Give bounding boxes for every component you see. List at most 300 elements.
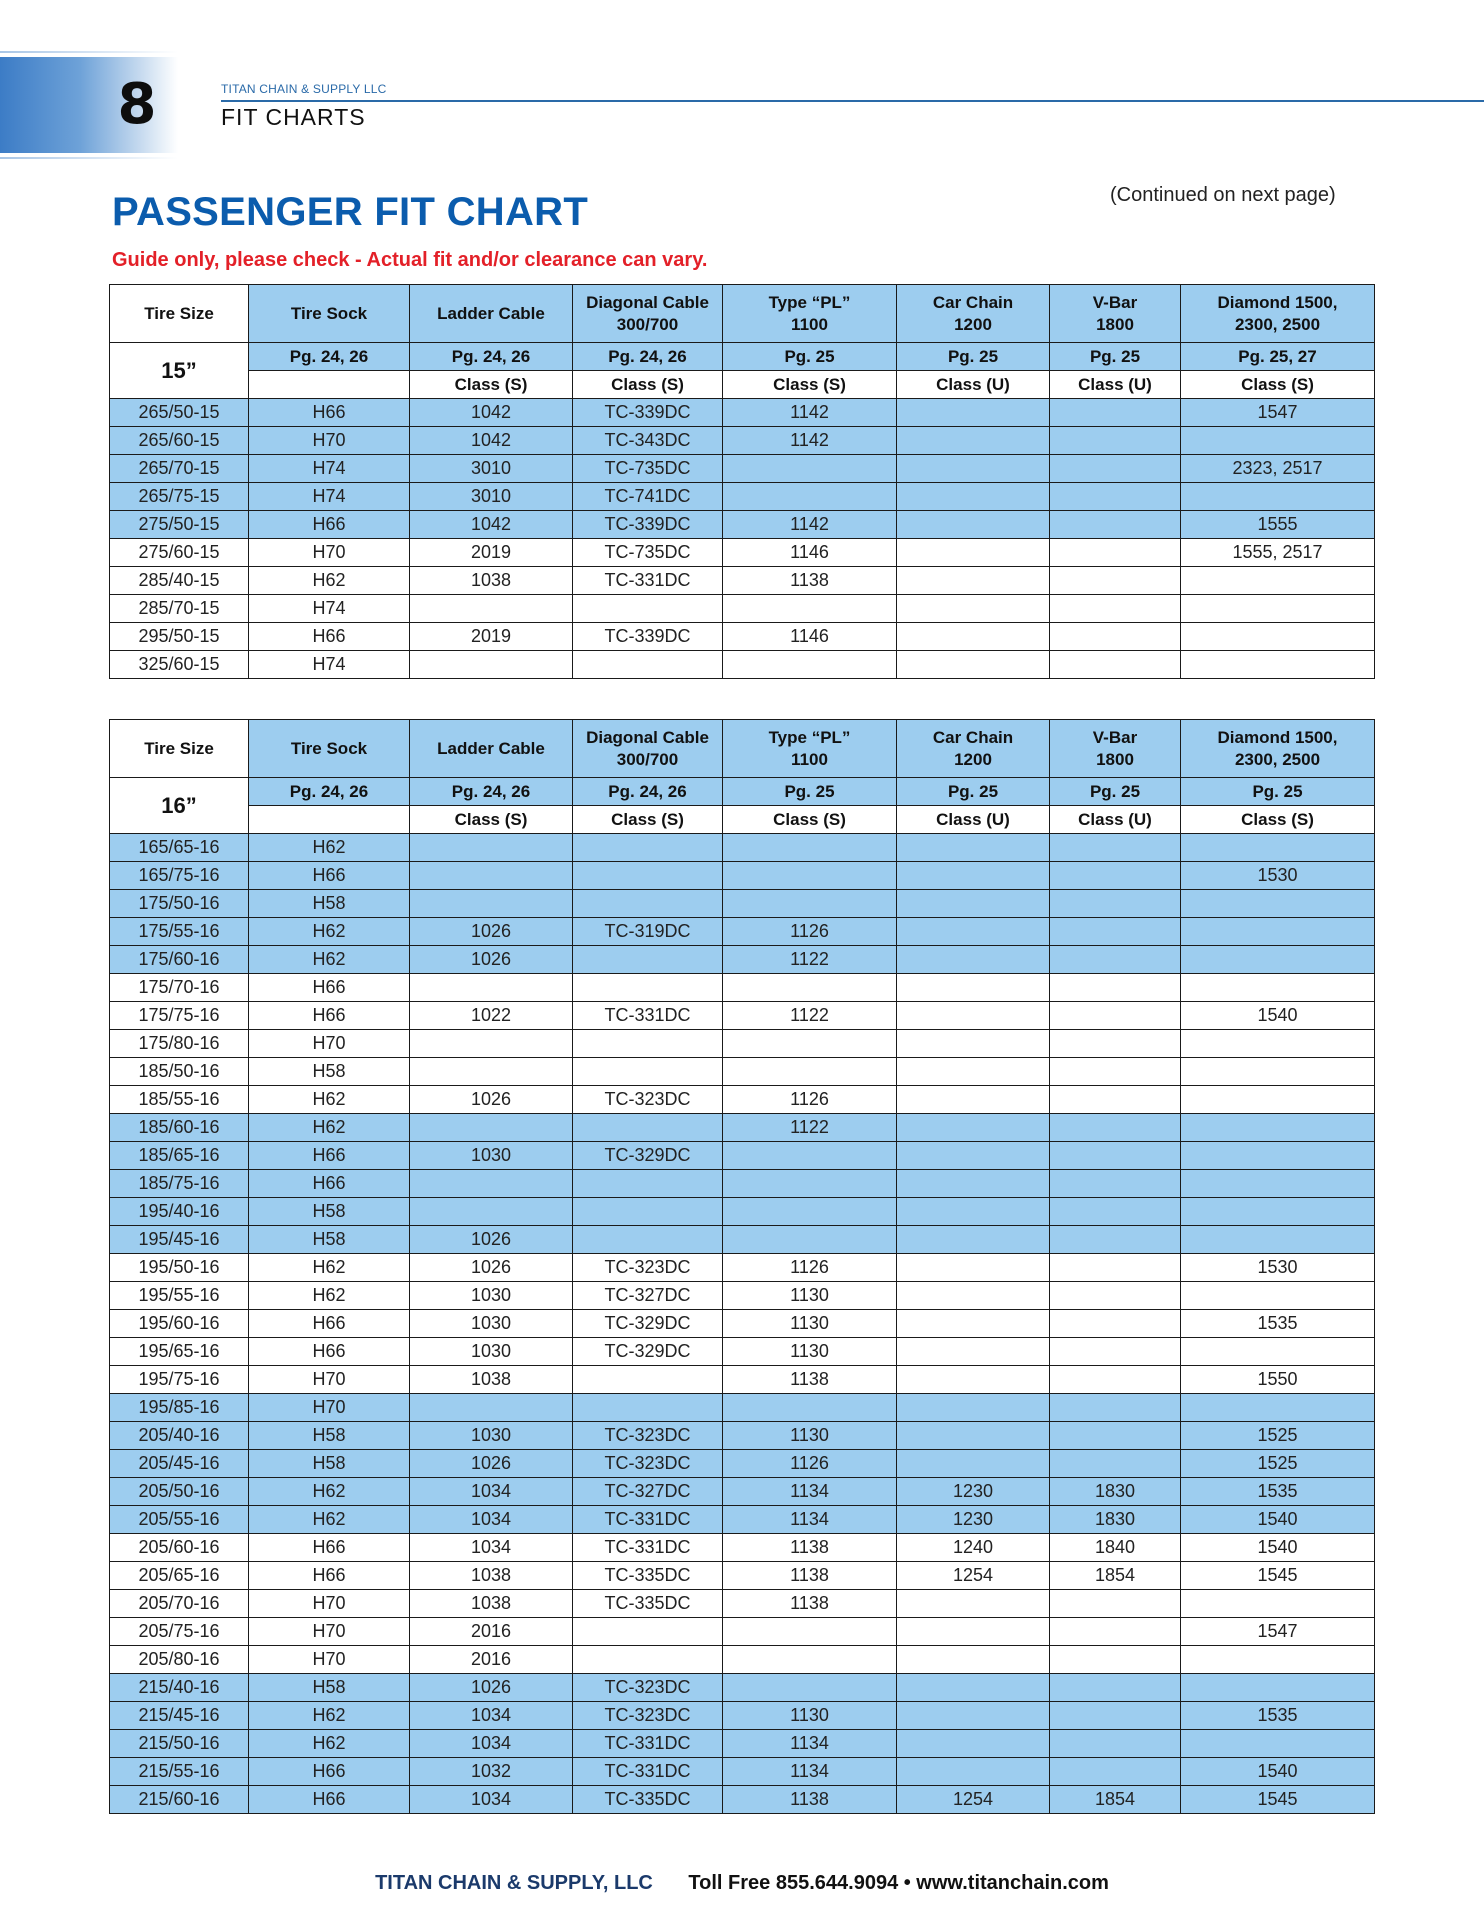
tire-size-cell: 295/50-15 <box>110 623 249 651</box>
column-header-line: Diamond 1500, <box>1217 292 1338 312</box>
fit-cell: H70 <box>249 1394 410 1422</box>
fit-cell: 1530 <box>1181 862 1375 890</box>
fit-cell: 2016 <box>410 1618 573 1646</box>
table-row <box>110 1590 1375 1618</box>
fit-cell <box>897 946 1050 974</box>
fit-cell <box>573 1646 723 1674</box>
tire-size-cell: 215/60-16 <box>110 1786 249 1814</box>
fit-cell <box>723 1394 897 1422</box>
column-header-line: Ladder Cable <box>437 303 545 323</box>
fit-cell: 1030 <box>410 1282 573 1310</box>
table-row <box>110 1702 1375 1730</box>
table-row <box>110 1170 1375 1198</box>
fit-cell: TC-329DC <box>573 1310 723 1338</box>
fit-cell: H70 <box>249 1366 410 1394</box>
column-header <box>1050 720 1181 778</box>
fit-cell <box>897 1618 1050 1646</box>
class-label: Class (S) <box>573 371 723 399</box>
fit-cell <box>1050 834 1181 862</box>
fit-cell <box>1050 946 1181 974</box>
fit-cell: 1540 <box>1181 1002 1375 1030</box>
fit-cell <box>897 1394 1050 1422</box>
fit-cell: 1138 <box>723 1534 897 1562</box>
column-header-line: 1100 <box>791 314 828 334</box>
fit-cell <box>1050 1310 1181 1338</box>
fit-cell: TC-331DC <box>573 1758 723 1786</box>
tire-size-cell: 165/75-16 <box>110 862 249 890</box>
fit-cell: H74 <box>249 595 410 623</box>
fit-cell <box>897 862 1050 890</box>
fit-cell: 1130 <box>723 1282 897 1310</box>
fit-cell: 1230 <box>897 1506 1050 1534</box>
fit-cell: H66 <box>249 1338 410 1366</box>
fit-cell <box>723 455 897 483</box>
fit-cell <box>723 1618 897 1646</box>
tire-size-cell: 185/65-16 <box>110 1142 249 1170</box>
fit-cell <box>410 1198 573 1226</box>
fit-cell: 1240 <box>897 1534 1050 1562</box>
fit-cell: 1134 <box>723 1758 897 1786</box>
fit-cell <box>573 1366 723 1394</box>
fit-cell: 1042 <box>410 399 573 427</box>
fit-cell <box>410 595 573 623</box>
column-header <box>249 285 410 343</box>
fit-cell <box>573 1226 723 1254</box>
table-row <box>110 399 1375 427</box>
table-row <box>110 1394 1375 1422</box>
fit-cell: 1840 <box>1050 1534 1181 1562</box>
fit-cell: H62 <box>249 1478 410 1506</box>
fit-cell <box>1181 1142 1375 1170</box>
fit-cell <box>1181 1338 1375 1366</box>
fit-cell <box>897 1310 1050 1338</box>
column-header-line: V-Bar <box>1092 292 1138 312</box>
fit-cell <box>897 1338 1050 1366</box>
class-label: Class (S) <box>410 806 573 834</box>
table-row <box>110 651 1375 679</box>
fit-cell <box>1050 1226 1181 1254</box>
fit-cell: TC-323DC <box>573 1674 723 1702</box>
fit-cell: 1535 <box>1181 1310 1375 1338</box>
fit-cell <box>1050 483 1181 511</box>
fit-cell: H74 <box>249 651 410 679</box>
column-header-line: Ladder Cable <box>437 738 545 758</box>
fit-cell <box>723 1226 897 1254</box>
fit-cell <box>897 1674 1050 1702</box>
tire-size-cell: 265/75-15 <box>110 483 249 511</box>
fit-cell: 1030 <box>410 1310 573 1338</box>
fit-cell <box>1050 1366 1181 1394</box>
tire-size-cell: 185/60-16 <box>110 1114 249 1142</box>
tire-size-cell: 195/50-16 <box>110 1254 249 1282</box>
fit-cell <box>1050 1590 1181 1618</box>
class-label: Class (S) <box>1181 806 1375 834</box>
column-header-line: V-Bar <box>1092 727 1138 747</box>
fit-cell <box>897 1730 1050 1758</box>
fit-cell <box>897 1254 1050 1282</box>
tire-size-cell: 185/50-16 <box>110 1058 249 1086</box>
fit-cell <box>1181 918 1375 946</box>
fit-cell: H66 <box>249 623 410 651</box>
fit-cell <box>1181 1282 1375 1310</box>
fit-cell <box>723 1142 897 1170</box>
page-ref: Pg. 25, 27 <box>1181 343 1375 371</box>
tire-size-cell: 195/65-16 <box>110 1338 249 1366</box>
table-row <box>110 595 1375 623</box>
column-header-line: 300/700 <box>616 314 679 334</box>
fit-cell <box>1181 1646 1375 1674</box>
fit-cell <box>573 1618 723 1646</box>
fit-cell: H66 <box>249 1786 410 1814</box>
table-row <box>110 862 1375 890</box>
fit-cell: 1138 <box>723 567 897 595</box>
fit-cell: H70 <box>249 1590 410 1618</box>
fit-cell: 1830 <box>1050 1478 1181 1506</box>
table-row <box>110 946 1375 974</box>
fit-cell: 1034 <box>410 1730 573 1758</box>
table-row <box>110 1478 1375 1506</box>
fit-cell: 1042 <box>410 511 573 539</box>
fit-cell: TC-323DC <box>573 1086 723 1114</box>
fit-cell <box>410 862 573 890</box>
fit-cell: 1034 <box>410 1702 573 1730</box>
fit-cell: H62 <box>249 1086 410 1114</box>
fit-cell: TC-331DC <box>573 567 723 595</box>
fit-cell <box>897 1002 1050 1030</box>
fit-cell: 1026 <box>410 1226 573 1254</box>
table-row <box>110 1282 1375 1310</box>
fit-cell <box>573 1058 723 1086</box>
fit-cell <box>1181 1226 1375 1254</box>
fit-cell <box>897 1058 1050 1086</box>
page-ref: Pg. 25 <box>723 343 897 371</box>
fit-cell <box>897 455 1050 483</box>
fit-cell: 1254 <box>897 1562 1050 1590</box>
fit-cell: 1034 <box>410 1478 573 1506</box>
tire-size-cell: 265/50-15 <box>110 399 249 427</box>
fit-cell <box>1181 834 1375 862</box>
fit-cell <box>410 651 573 679</box>
tire-size-cell: 175/55-16 <box>110 918 249 946</box>
tire-size-cell: 205/40-16 <box>110 1422 249 1450</box>
fit-cell: H66 <box>249 1170 410 1198</box>
fit-cell: H62 <box>249 1114 410 1142</box>
fit-cell <box>1050 974 1181 1002</box>
fit-cell <box>410 974 573 1002</box>
fit-cell <box>897 1702 1050 1730</box>
header-tab-line-bottom <box>0 157 178 159</box>
fit-cell <box>1181 1590 1375 1618</box>
table-row <box>110 539 1375 567</box>
fit-cell <box>897 1758 1050 1786</box>
fit-cell: H58 <box>249 1450 410 1478</box>
tire-size-cell: 205/70-16 <box>110 1590 249 1618</box>
fit-cell <box>1050 1086 1181 1114</box>
page-ref: Pg. 24, 26 <box>573 343 723 371</box>
fit-cell: TC-331DC <box>573 1534 723 1562</box>
fit-cell: 1126 <box>723 1086 897 1114</box>
fit-cell <box>723 1030 897 1058</box>
page-ref: Pg. 24, 26 <box>410 343 573 371</box>
fit-cell: H66 <box>249 1758 410 1786</box>
fit-cell: H66 <box>249 862 410 890</box>
fit-cell: 1138 <box>723 1590 897 1618</box>
fit-cell <box>723 483 897 511</box>
fit-cell <box>573 651 723 679</box>
fit-cell: H58 <box>249 1198 410 1226</box>
table-class-row <box>110 371 1375 399</box>
column-header <box>110 720 249 778</box>
fit-cell: 1230 <box>897 1478 1050 1506</box>
fit-cell <box>897 834 1050 862</box>
class-label: Class (S) <box>723 371 897 399</box>
fit-cell: 1032 <box>410 1758 573 1786</box>
fit-cell: H66 <box>249 1534 410 1562</box>
column-header-line: Tire Sock <box>290 303 368 323</box>
fit-cell: TC-339DC <box>573 399 723 427</box>
fit-cell <box>410 1114 573 1142</box>
rim-size-label: 15” <box>110 343 249 399</box>
table-row <box>110 483 1375 511</box>
fit-cell <box>573 890 723 918</box>
fit-cell <box>723 651 897 679</box>
table-row <box>110 890 1375 918</box>
table-row <box>110 1786 1375 1814</box>
column-header-line: 1800 <box>1096 749 1134 769</box>
fit-cell <box>723 1170 897 1198</box>
table-row <box>110 1730 1375 1758</box>
table-row <box>110 1506 1375 1534</box>
fit-cell: 1126 <box>723 1450 897 1478</box>
fit-cell <box>1050 1394 1181 1422</box>
fit-cell: H62 <box>249 1730 410 1758</box>
fit-cell <box>1050 1618 1181 1646</box>
fit-cell <box>1050 890 1181 918</box>
class-label: Class (S) <box>723 806 897 834</box>
fit-cell <box>1050 862 1181 890</box>
table-row <box>110 1366 1375 1394</box>
footer-company: TITAN CHAIN & SUPPLY, LLC <box>375 1872 653 1894</box>
fit-cell: 1130 <box>723 1310 897 1338</box>
page-ref: Pg. 24, 26 <box>249 343 410 371</box>
fit-cell <box>573 1170 723 1198</box>
fit-cell <box>1050 1114 1181 1142</box>
fit-cell: TC-323DC <box>573 1422 723 1450</box>
table-row <box>110 1310 1375 1338</box>
fit-cell <box>897 623 1050 651</box>
fit-cell <box>1050 511 1181 539</box>
continued-note: (Continued on next page) <box>1110 184 1336 206</box>
page-ref: Pg. 25 <box>1050 778 1181 806</box>
fit-cell: H62 <box>249 1254 410 1282</box>
fit-cell <box>1181 974 1375 1002</box>
fit-cell <box>410 1394 573 1422</box>
footer-contact: Toll Free 855.644.9094 • www.titanchain.com <box>688 1872 1109 1894</box>
fit-cell <box>723 595 897 623</box>
fit-cell <box>410 1030 573 1058</box>
tire-size-cell: 195/45-16 <box>110 1226 249 1254</box>
fit-cell <box>1050 1702 1181 1730</box>
fit-cell: 1545 <box>1181 1562 1375 1590</box>
fit-cell: 1138 <box>723 1786 897 1814</box>
page-footer <box>0 1872 1484 1895</box>
fit-cell <box>1050 1030 1181 1058</box>
fit-cell: 1134 <box>723 1506 897 1534</box>
fit-cell <box>1181 1114 1375 1142</box>
table-row <box>110 1030 1375 1058</box>
fit-cell <box>573 834 723 862</box>
column-header <box>249 720 410 778</box>
page-ref: Pg. 24, 26 <box>573 778 723 806</box>
table-row <box>110 511 1375 539</box>
fit-cell: 1126 <box>723 1254 897 1282</box>
fit-cell <box>897 427 1050 455</box>
fit-cell: 1130 <box>723 1422 897 1450</box>
class-label <box>249 371 410 399</box>
table-page-row <box>110 778 1375 806</box>
fit-cell: 1555 <box>1181 511 1375 539</box>
fit-cell: 1525 <box>1181 1450 1375 1478</box>
fit-cell: H66 <box>249 511 410 539</box>
header-rule <box>221 100 1484 102</box>
fit-cell: 1525 <box>1181 1422 1375 1450</box>
table-class-row <box>110 806 1375 834</box>
table-row <box>110 455 1375 483</box>
tire-size-cell: 185/55-16 <box>110 1086 249 1114</box>
fit-cell: 1122 <box>723 1002 897 1030</box>
fit-cell <box>573 946 723 974</box>
fit-cell: H62 <box>249 1506 410 1534</box>
fit-cell <box>897 1366 1050 1394</box>
fit-cell: TC-327DC <box>573 1478 723 1506</box>
tire-size-cell: 215/55-16 <box>110 1758 249 1786</box>
table-row <box>110 1198 1375 1226</box>
page-ref: Pg. 25 <box>897 778 1050 806</box>
fit-cell: 1142 <box>723 399 897 427</box>
fit-cell: 1535 <box>1181 1702 1375 1730</box>
fit-cell: TC-735DC <box>573 455 723 483</box>
fit-cell <box>897 539 1050 567</box>
class-label: Class (S) <box>1181 371 1375 399</box>
tire-size-cell: 205/55-16 <box>110 1506 249 1534</box>
fit-cell: 1545 <box>1181 1786 1375 1814</box>
fit-cell: TC-319DC <box>573 918 723 946</box>
page-ref: Pg. 25 <box>897 343 1050 371</box>
fit-cell <box>897 1142 1050 1170</box>
fit-cell <box>723 890 897 918</box>
tire-size-cell: 265/70-15 <box>110 455 249 483</box>
column-header-line: Car Chain <box>932 292 1014 312</box>
fit-table-15 <box>109 284 1375 679</box>
fit-cell: 1034 <box>410 1506 573 1534</box>
fit-cell: 1034 <box>410 1786 573 1814</box>
fit-cell: 1138 <box>723 1562 897 1590</box>
fit-cell: 1146 <box>723 539 897 567</box>
fit-cell <box>1050 1198 1181 1226</box>
table-row <box>110 1618 1375 1646</box>
fit-cell <box>897 1170 1050 1198</box>
fit-cell <box>1181 1086 1375 1114</box>
column-header-line: Tire Size <box>144 738 214 758</box>
tire-size-cell: 175/70-16 <box>110 974 249 1002</box>
fit-cell: 1138 <box>723 1366 897 1394</box>
fit-cell <box>723 1674 897 1702</box>
tire-size-cell: 185/75-16 <box>110 1170 249 1198</box>
fit-cell: 1854 <box>1050 1562 1181 1590</box>
fit-cell <box>897 651 1050 679</box>
tire-size-cell: 195/60-16 <box>110 1310 249 1338</box>
fit-cell: TC-335DC <box>573 1786 723 1814</box>
table-row <box>110 1450 1375 1478</box>
column-header-line: Type “PL” <box>768 292 851 312</box>
tire-size-cell: 275/50-15 <box>110 511 249 539</box>
table-row <box>110 427 1375 455</box>
fit-cell: H62 <box>249 946 410 974</box>
fit-cell: H66 <box>249 1142 410 1170</box>
column-header <box>1181 720 1375 778</box>
fit-cell: TC-741DC <box>573 483 723 511</box>
fit-cell <box>897 595 1050 623</box>
class-label: Class (S) <box>410 371 573 399</box>
tire-size-cell: 325/60-15 <box>110 651 249 679</box>
fit-cell <box>1050 1002 1181 1030</box>
fit-cell: TC-331DC <box>573 1002 723 1030</box>
fit-cell: 1146 <box>723 623 897 651</box>
fit-cell: 1550 <box>1181 1366 1375 1394</box>
column-header <box>1050 285 1181 343</box>
fit-cell <box>1050 623 1181 651</box>
fit-cell <box>723 1646 897 1674</box>
column-header <box>897 720 1050 778</box>
fit-cell: H66 <box>249 1562 410 1590</box>
fit-cell: TC-327DC <box>573 1282 723 1310</box>
table-header-row <box>110 285 1375 343</box>
fit-cell <box>723 1058 897 1086</box>
fit-cell: 1022 <box>410 1002 573 1030</box>
fit-cell: 1540 <box>1181 1758 1375 1786</box>
tire-size-cell: 285/40-15 <box>110 567 249 595</box>
fit-cell <box>897 1646 1050 1674</box>
column-header-line: Diamond 1500, <box>1217 727 1338 747</box>
column-header <box>110 285 249 343</box>
fit-cell <box>723 834 897 862</box>
fit-cell: 1038 <box>410 1366 573 1394</box>
fit-cell: H62 <box>249 834 410 862</box>
fit-cell: H74 <box>249 483 410 511</box>
fit-cell <box>1181 1198 1375 1226</box>
tire-size-cell: 195/85-16 <box>110 1394 249 1422</box>
class-label: Class (U) <box>1050 806 1181 834</box>
fit-cell <box>1050 595 1181 623</box>
fit-cell: 1038 <box>410 1562 573 1590</box>
class-label: Class (U) <box>897 806 1050 834</box>
fit-cell: H66 <box>249 399 410 427</box>
fit-cell: 1134 <box>723 1478 897 1506</box>
fit-cell <box>1050 1142 1181 1170</box>
fit-cell: H62 <box>249 567 410 595</box>
fit-cell: TC-331DC <box>573 1506 723 1534</box>
fit-cell: 2019 <box>410 539 573 567</box>
tire-size-cell: 215/40-16 <box>110 1674 249 1702</box>
rim-size-label: 16” <box>110 778 249 834</box>
table-row <box>110 974 1375 1002</box>
fit-cell: TC-323DC <box>573 1254 723 1282</box>
fit-cell: 1535 <box>1181 1478 1375 1506</box>
fit-cell: 1026 <box>410 1450 573 1478</box>
class-label: Class (U) <box>897 371 1050 399</box>
fit-cell: 1830 <box>1050 1506 1181 1534</box>
fit-cell <box>897 1086 1050 1114</box>
